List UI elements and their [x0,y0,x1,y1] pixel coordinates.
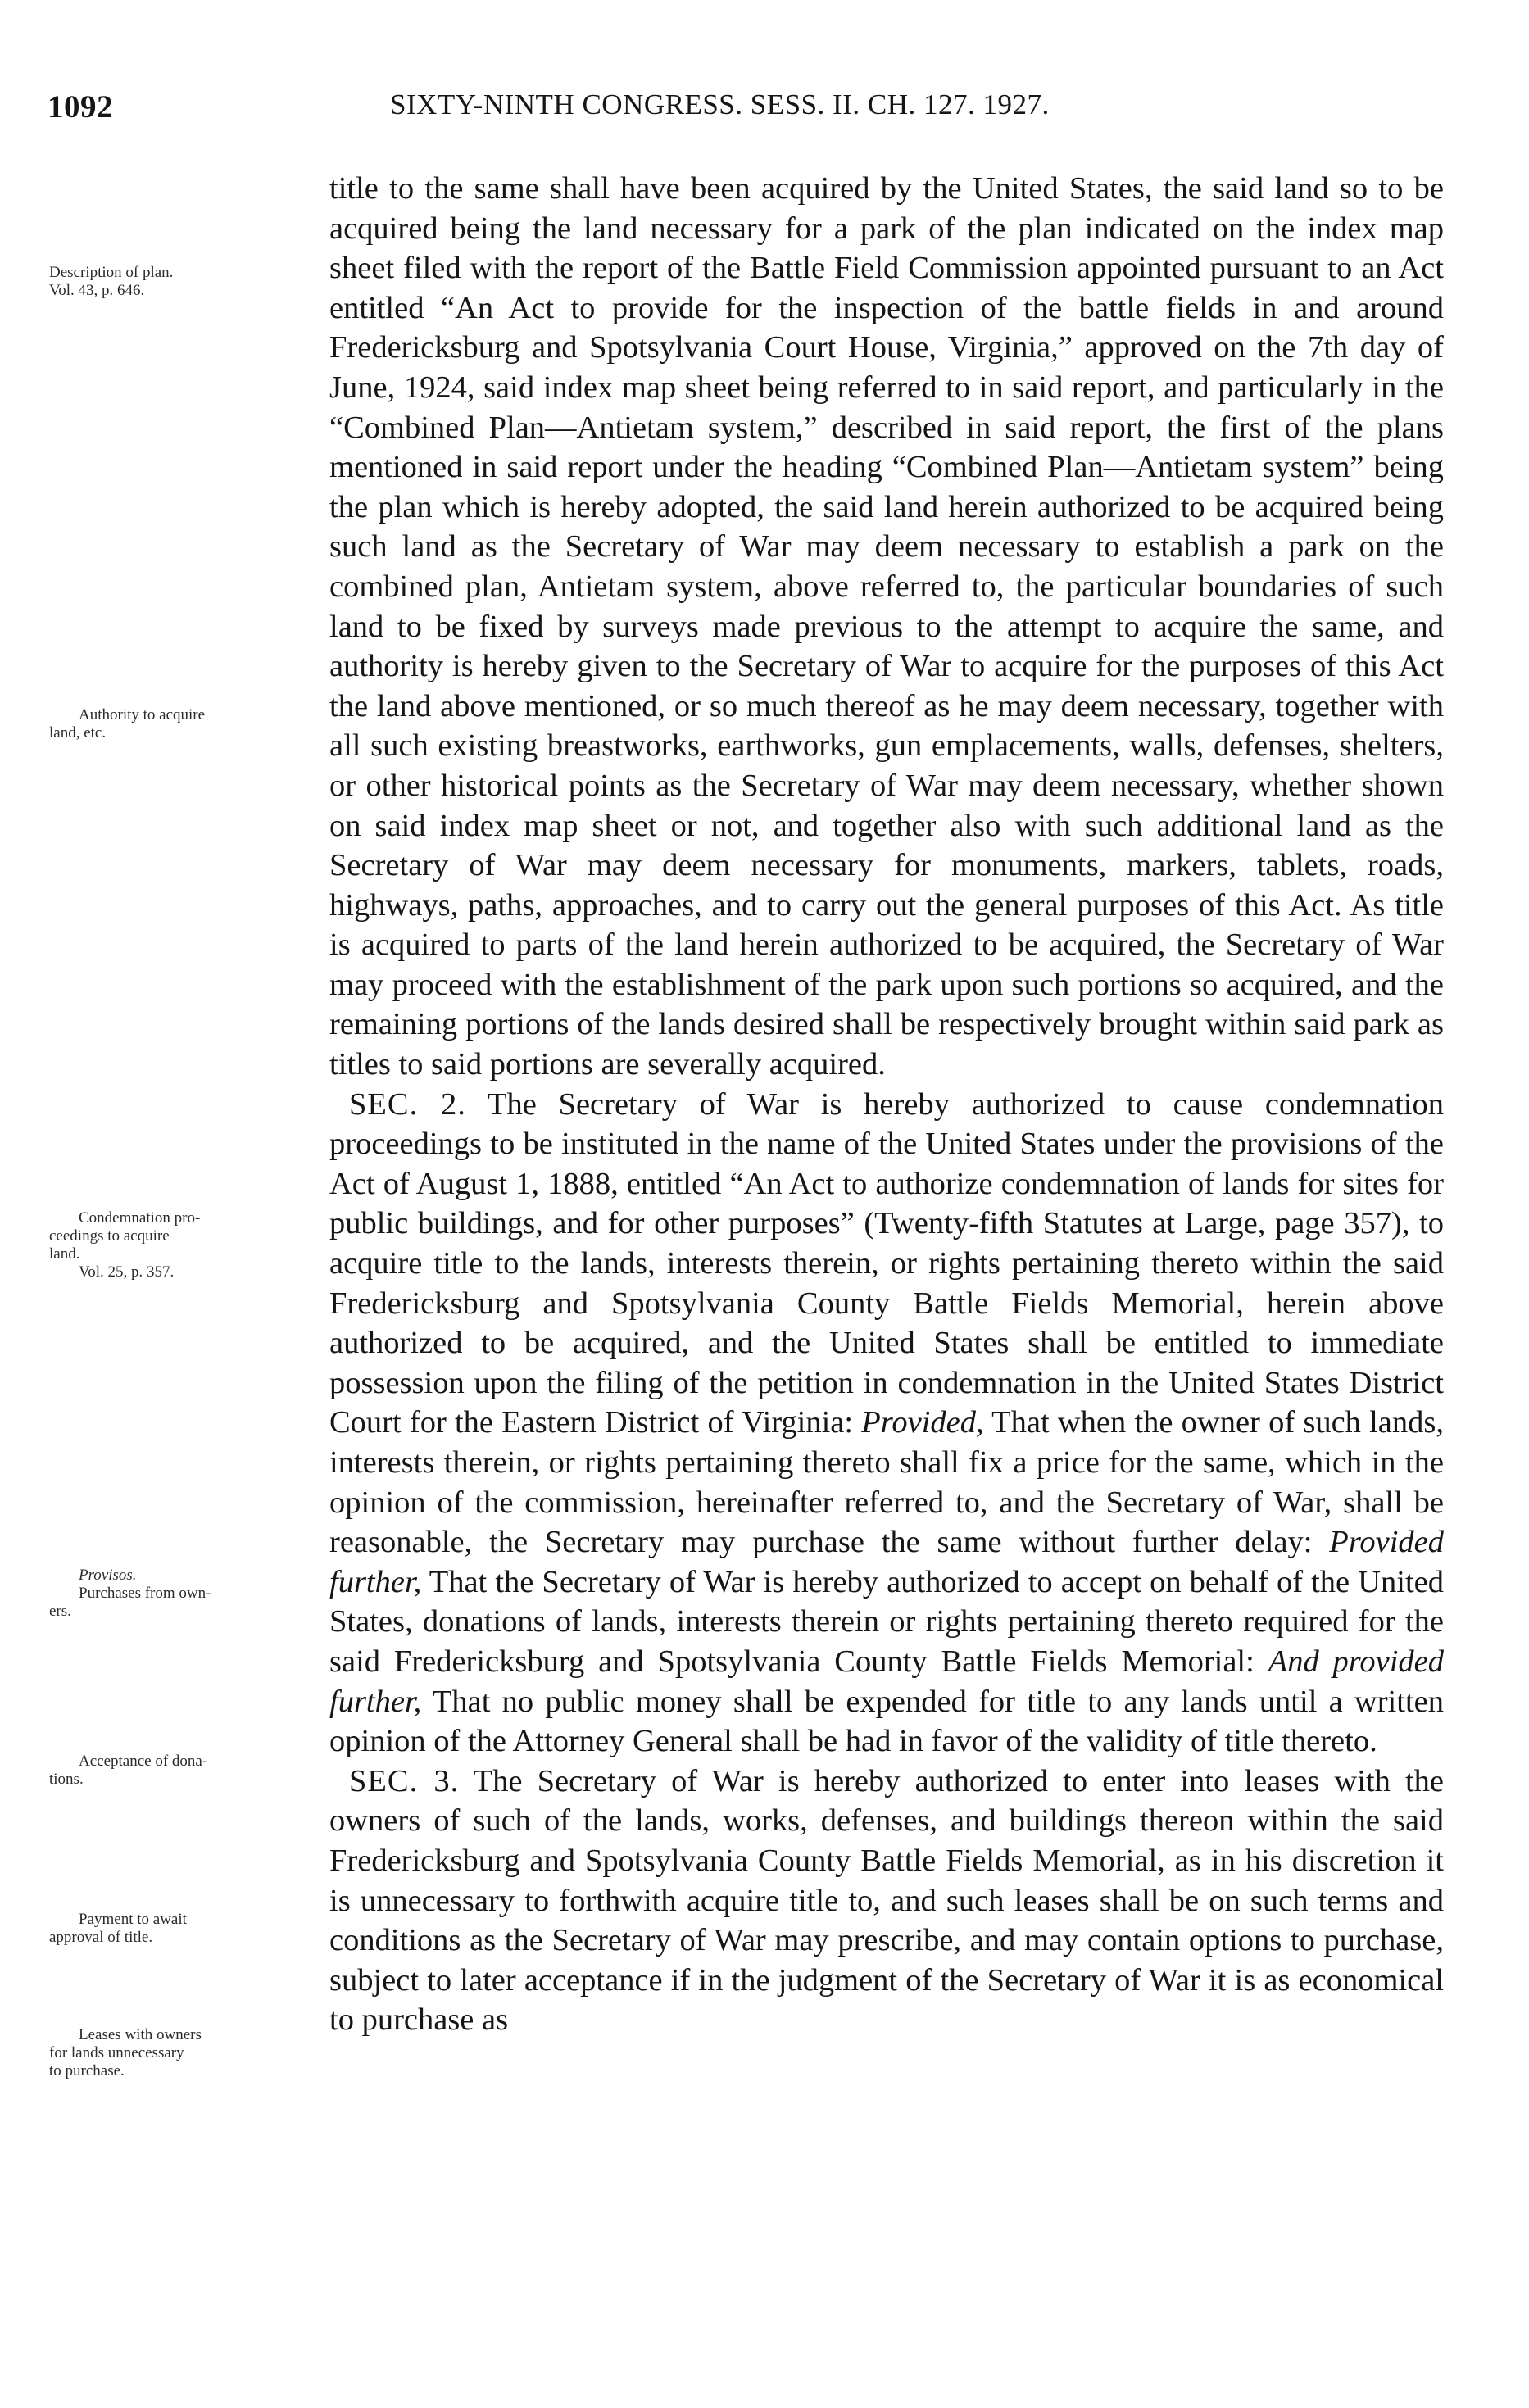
statute-body [329,169,1444,2040]
paragraph-continued: title to the same shall have been acquired by the United States, the said land so to be acquired being the land necessary for a park of the plan indicated on the index map sheet filed with the report of the Battle Field Commission appointed pursuant to an Act entitled “An Act to provide for the inspection of the battle fields in and around Fredericksburg and Spotsylvania Court House, Virginia,” approved on the 7th day of June, 1924, said index map sheet being referred to in said report, and particularly in the “Combined Plan—Antietam system,” described in said report, the first of the plans mentioned in said report under the heading “Combined Plan—Antietam system” being the plan which is hereby adopted, the said land herein authorized to be acquired being such land as the Secretary of War may deem necessary to establish a park on the combined plan, Antietam system, above referred to, the particular boundaries of such land to be fixed by surveys made previous to the attempt to acquire the same, and authority is hereby given to the Secretary of War to acquire for the purposes of this Act the land above mentioned, or so much thereof as he may deem necessary, together with all such existing breastworks, earthworks, gun emplacements, walls, defenses, shelters, or other historical points as the Secretary of War may deem necessary, whether shown on said index map sheet or not, and together also with such additional land as the Secretary of War may deem necessary for monuments, markers, tablets, roads, highways, paths, approaches, and to carry out the general purposes of this Act. As title is acquired to parts of the land herein authorized to be acquired, the Secretary of War may proceed with the establishment of the park upon such portions so acquired, and the remaining portions of the lands desired shall be respectively brought within said park as titles to said portions are severally acquired. [329,171,1444,1082]
margin-note-line: Purchases from own- [79,1585,211,1602]
margin-note-line: tions. [49,1771,84,1788]
section-text: That when the owner of such lands, interests therein, or rights pertaining thereto shall fix a price for the same, which in the opinion of the commission, hereinafter referred to, and the Secretary of War, shall be reasonable, the Secretary may purchase the same without further delay: [329,1405,1444,1560]
margin-note-line: Authority to acquire [79,706,206,723]
margin-note-line: to purchase. [49,2062,125,2079]
margin-note-line: Payment to await [79,1911,187,1928]
section-2 [329,1085,1444,1762]
margin-note-line: Provisos. [79,1567,137,1584]
page-number: 1092 [48,89,113,125]
margin-note-citation: Vol. 43, p. 646. [49,282,145,299]
proviso-keyword: And provided further, [329,1644,1444,1719]
margin-note-authority-to-acquire [49,706,295,742]
margin-note-line: Leases with owners [79,2026,202,2043]
margin-note-description-of-plan [49,264,295,300]
margin-note-line: Description of plan. [49,264,174,281]
section-text: That no public money shall be expended for title to any lands until a written opinion of the Attorney General shall be had in favor of the validity of title thereto. [329,1684,1444,1759]
margin-note-line: for lands unnecessary [49,2044,184,2061]
section-3 [329,1762,1444,2040]
margin-note-line: ceedings to acquire [49,1227,170,1245]
margin-note-line: approval of title. [49,1929,153,1946]
margin-note-leases [49,2026,295,2080]
margin-note-line: land. [49,1245,80,1263]
section-label: SEC. 2. [349,1086,466,1122]
section-label: SEC. 3. [349,1763,460,1798]
margin-note-provisos [49,1567,295,1621]
running-title: SIXTY-NINTH CONGRESS. SESS. II. CH. 127. 1927. [390,88,1050,120]
margin-note-line: land, etc. [49,724,107,741]
margin-note-acceptance-of-donations [49,1753,295,1789]
proviso-keyword: Provided further, [329,1525,1444,1599]
margin-note-line: ers. [49,1603,71,1620]
section-text: The Secretary of War is hereby authorized to cause condemnation proceedings to be instituted in the name of the United States under the provisions of the Act of August 1, 1888, entitled “An Act to authorize condemnation of lands for sites for public buildings, and for other purposes” (Twenty-fifth Statutes at Large, page 357), to acquire title to the lands, interests therein, or rights pertaining thereto within the said Fredericksburg and Spotsylvania County Battle Fields Memorial, herein above authorized to be acquired, and the United States shall be entitled to immediate possession upon the filing of the petition in condemnation in the United States District Court for the Eastern District of Virginia: [329,1086,1444,1440]
margin-note-condemnation [49,1209,295,1281]
section-text: The Secretary of War is hereby authorized to enter into leases with the owners of such of the lands, works, defenses, and buildings thereon within the said Fredericksburg and Spotsylvania County Battle Fields Memorial, as in his discretion it is unnecessary to forthwith acquire title to, and such leases shall be on such terms and conditions as the Secretary of War may prescribe, and may contain options to purchase, subject to later acceptance if in the judgment of the Secretary of War it is as economical to purchase as [329,1763,1444,2038]
proviso-keyword: Provided, [861,1405,984,1440]
section-text: That the Secretary of War is hereby authorized to accept on behalf of the United States, donations of lands, interests therein or rights pertaining thereto required for the said Fredericksburg and Spotsylvania County Battle Fields Memorial: [329,1564,1444,1679]
margin-note-citation: Vol. 25, p. 357. [79,1263,175,1281]
margin-note-line: Condemnation pro- [79,1209,201,1227]
page-header [48,88,1383,138]
margin-note-line: Acceptance of dona- [79,1753,208,1770]
margin-note-payment-to-await [49,1911,295,1947]
